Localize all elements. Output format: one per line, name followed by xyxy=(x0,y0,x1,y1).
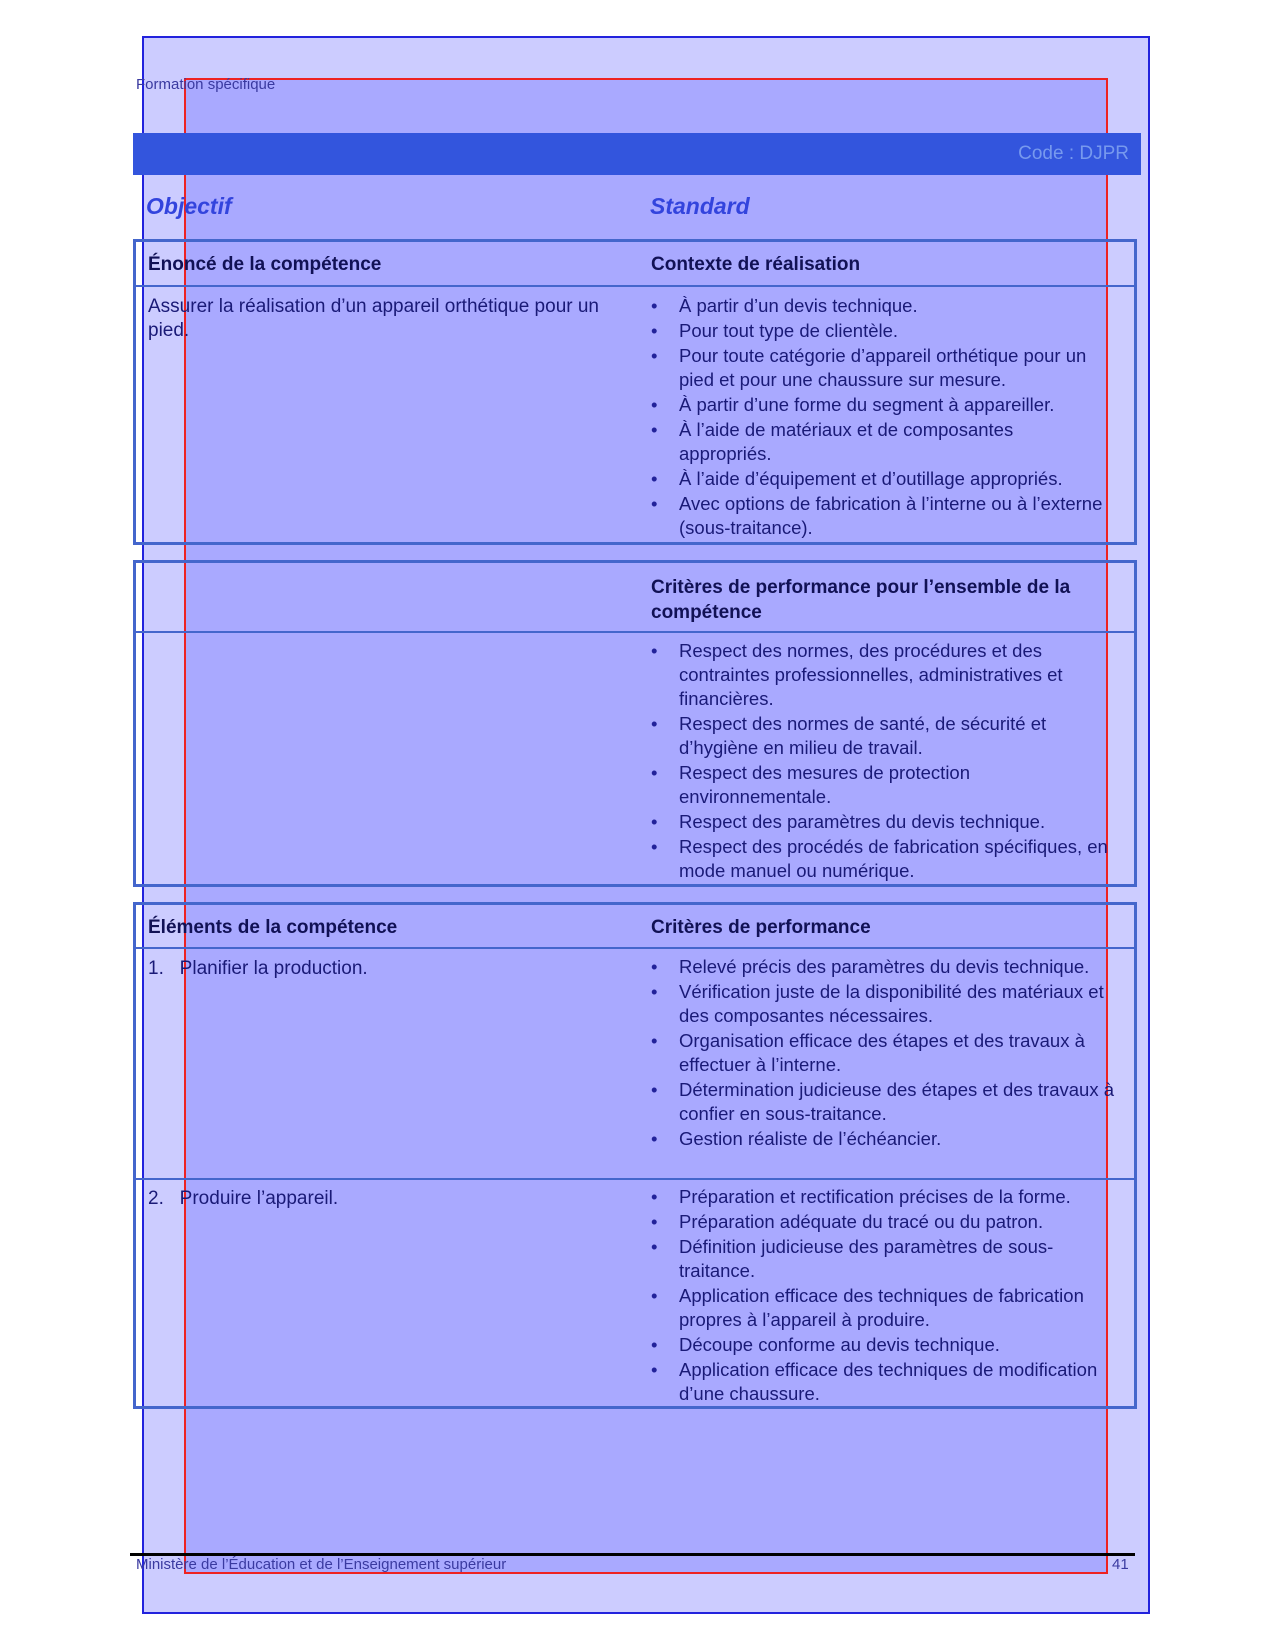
col-header-overall-criteria: Critères de performance pour l’ensemble de la compétence xyxy=(651,577,1071,623)
header-divider xyxy=(136,285,1134,287)
running-head: Formation spécifique xyxy=(136,76,276,93)
competency-statement: Assurer la réalisation d’un appareil orthétique pour un pied. xyxy=(148,296,599,341)
objectif-heading: Objectif xyxy=(146,193,232,219)
competency-statement-table xyxy=(133,239,1137,545)
list-item: • À l’aide de matériaux et de composantes appropriés. xyxy=(649,418,1109,466)
element-2-criteria xyxy=(649,1185,1114,1407)
col-header-statement: Énoncé de la compétence xyxy=(148,254,382,275)
col-header-elements: Éléments de la compétence xyxy=(148,917,398,938)
list-item: • Préparation adéquate du tracé ou du patron. xyxy=(649,1210,1114,1234)
list-item: • Pour tout type de clientèle. xyxy=(649,319,1109,343)
list-item: • Préparation et rectification précises de la forme. xyxy=(649,1185,1114,1209)
col-header-context: Contexte de réalisation xyxy=(651,254,861,275)
elements-table xyxy=(133,902,1137,1409)
list-item: • Application efficace des techniques de modification d’une chaussure. xyxy=(649,1358,1114,1406)
page-number: 41 xyxy=(1112,1556,1129,1573)
footer-ministry: Ministère de l’Éducation et de l’Enseignement supérieur xyxy=(136,1556,507,1573)
list-item: • Respect des mesures de protection environnementale. xyxy=(649,761,1111,809)
competency-code: Code : DJPR xyxy=(1018,143,1129,164)
element-1: 1. Planifier la production. xyxy=(148,958,368,979)
list-item: • Avec options de fabrication à l’interne ou à l’externe (sous-traitance). xyxy=(649,492,1109,540)
col-header-criteria: Critères de performance xyxy=(651,917,871,938)
list-item: • Vérification juste de la disponibilité des matériaux et des composantes nécessaires. xyxy=(649,980,1114,1028)
list-item: • Respect des normes, des procédures et des contraintes professionnelles, administratives et financières. xyxy=(649,639,1111,711)
element-1-criteria xyxy=(649,955,1114,1152)
context-list xyxy=(649,294,1109,541)
list-item: • Respect des procédés de fabrication spécifiques, en mode manuel ou numérique. xyxy=(649,835,1111,883)
list-item: • Pour toute catégorie d’appareil orthétique pour un pied et pour une chaussure sur mesure. xyxy=(649,344,1109,392)
header-divider xyxy=(136,631,1134,633)
list-item: • Découpe conforme au devis technique. xyxy=(649,1333,1114,1357)
element-2: 2. Produire l’appareil. xyxy=(148,1188,339,1209)
list-item: • Relevé précis des paramètres du devis technique. xyxy=(649,955,1114,979)
code-bar xyxy=(133,133,1141,175)
row-divider xyxy=(136,1178,1134,1180)
list-item: • Respect des normes de santé, de sécurité et d’hygiène en milieu de travail. xyxy=(649,712,1111,760)
standard-heading: Standard xyxy=(650,193,750,219)
list-item: • Détermination judicieuse des étapes et des travaux à confier en sous-traitance. xyxy=(649,1078,1114,1126)
list-item: • Gestion réaliste de l’échéancier. xyxy=(649,1127,1114,1151)
list-item: • À l’aide d’équipement et d’outillage appropriés. xyxy=(649,467,1109,491)
header-divider xyxy=(136,947,1134,949)
list-item: • Respect des paramètres du devis technique. xyxy=(649,810,1111,834)
list-item: • À partir d’une forme du segment à appareiller. xyxy=(649,393,1109,417)
list-item: • Définition judicieuse des paramètres de sous-traitance. xyxy=(649,1235,1114,1283)
list-item: • À partir d’un devis technique. xyxy=(649,294,1109,318)
overall-criteria-list xyxy=(649,639,1111,884)
overall-criteria-table xyxy=(133,560,1137,887)
list-item: • Application efficace des techniques de fabrication propres à l’appareil à produire. xyxy=(649,1284,1114,1332)
list-item: • Organisation efficace des étapes et des travaux à effectuer à l’interne. xyxy=(649,1029,1114,1077)
